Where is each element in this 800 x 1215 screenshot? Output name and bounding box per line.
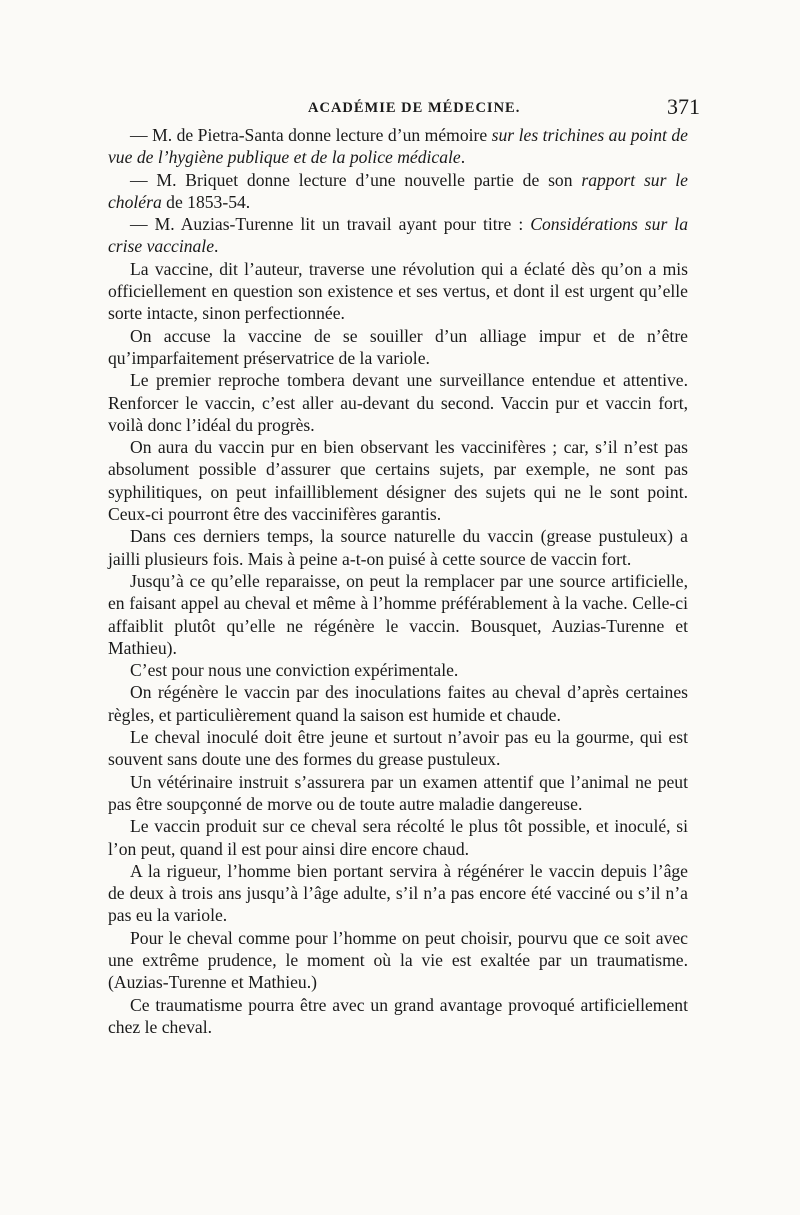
paragraph: On aura du vaccin pur en bien observant les vaccinifères ; car, s’il n’est pas absolument possible d’assurer que certains sujets, par exemple, ne sont pas syphilitiques, on peut infailliblement désigner des sujets qui ne le sont point. Ceux-ci pourront être des vaccinifères garantis.	[108, 437, 688, 525]
page-number: 371	[667, 94, 700, 119]
page-header	[108, 94, 700, 124]
paragraph: — M. de Pietra-Santa donne lecture d’un mémoire sur les trichines au point de vue de l’hygiène publique et de la police médicale.	[108, 125, 688, 168]
italic-title: Considérations sur la crise vaccinale	[108, 214, 688, 257]
paragraph: Ce traumatisme pourra être avec un grand avantage provoqué artificiellement chez le cheval.	[108, 994, 688, 1037]
paragraph: — M. Briquet donne lecture d’une nouvelle partie de son rapport sur le choléra de 1853-54.	[108, 169, 688, 212]
paragraph: Pour le cheval comme pour l’homme on peut choisir, pourvu que ce soit avec une extrême prudence, le moment où la vie est exaltée par un traumatisme. (Auzias-Turenne et Mathieu.)	[108, 927, 688, 993]
body-text	[108, 124, 688, 1038]
running-head: ACADÉMIE DE MÉDECINE.	[308, 100, 521, 116]
paragraph: Dans ces derniers temps, la source naturelle du vaccin (grease pustuleux) a jailli plusieurs fois. Mais à peine a-t-on puisé à cette source de vaccin fort.	[108, 526, 688, 569]
paragraph: On accuse la vaccine de se souiller d’un alliage impur et de n’être qu’imparfaitement préservatrice de la variole.	[108, 325, 688, 368]
paragraph: La vaccine, dit l’auteur, traverse une révolution qui a éclaté dès qu’on a mis officiellement en question son existence et ses vertus, et dont il est urgent qu’elle sorte intacte, sinon perfectionnée.	[108, 258, 688, 324]
paragraph: A la rigueur, l’homme bien portant servira à régénérer le vaccin depuis l’âge de deux à trois ans jusqu’à l’âge adulte, s’il n’a pas encore été vacciné ou s’il n’a pas eu la variole.	[108, 860, 688, 926]
paragraph: — M. Auzias-Turenne lit un travail ayant pour titre : Considérations sur la crise vaccinale.	[108, 214, 688, 257]
paragraph: Le vaccin produit sur ce cheval sera récolté le plus tôt possible, et inoculé, si l’on peut, quand il est pour ainsi dire encore chaud.	[108, 816, 688, 859]
paragraph: On régénère le vaccin par des inoculations faites au cheval d’après certaines règles, et particulièrement quand la saison est humide et chaude.	[108, 682, 688, 725]
paragraph: Le cheval inoculé doit être jeune et surtout n’avoir pas eu la gourme, qui est souvent sans doute une des formes du grease pustuleux.	[108, 727, 688, 770]
paragraph: Jusqu’à ce qu’elle reparaisse, on peut la remplacer par une source artificielle, en faisant appel au cheval et même à l’homme préférablement à la vache. Celle-ci affaiblit plutôt qu’elle ne régénère le vaccin. Bousquet, Auzias-Turenne et Mathieu).	[108, 570, 688, 658]
paragraph: Un vétérinaire instruit s’assurera par un examen attentif que l’animal ne peut pas être soupçonné de morve ou de toute autre maladie dangereuse.	[108, 771, 688, 814]
italic-title: rapport sur le choléra	[108, 169, 688, 212]
paragraph: C’est pour nous une conviction expérimentale.	[130, 660, 459, 681]
italic-title: sur les trichines au point de vue de l’hygiène publique et de la police médicale	[108, 125, 688, 168]
paragraph: Le premier reproche tombera devant une surveillance entendue et attentive. Renforcer le vaccin, c’est aller au-devant du second. Vaccin pur et vaccin fort, voilà donc l’idéal du progrès.	[108, 370, 688, 435]
